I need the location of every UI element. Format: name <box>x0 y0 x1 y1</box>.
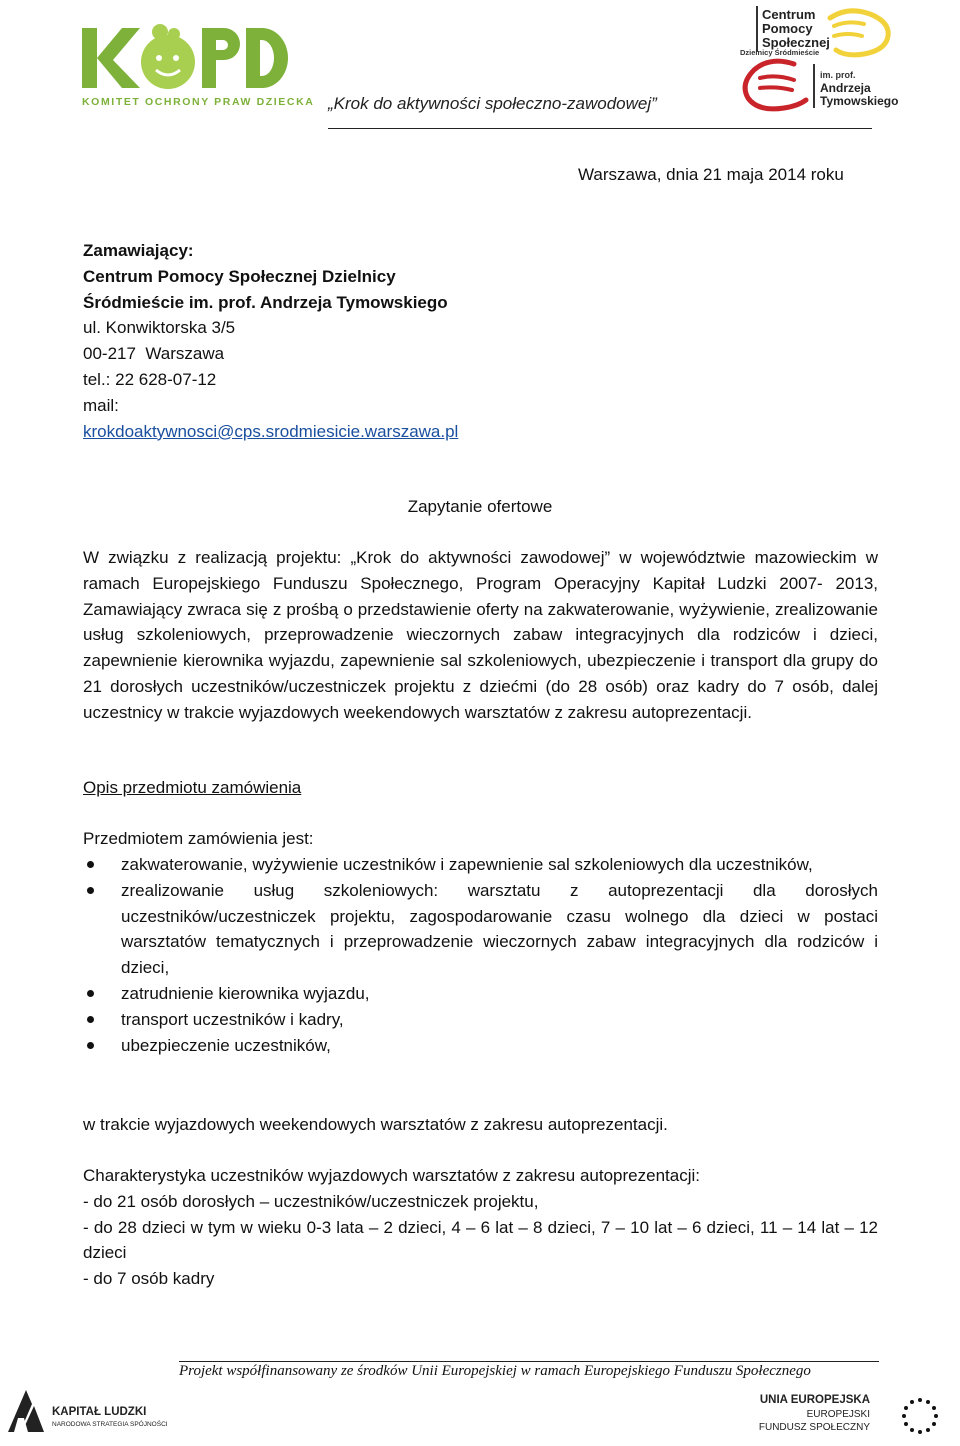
list-item: ubezpieczenie uczestników, <box>84 1033 878 1059</box>
subject-intro: Przedmiotem zamówienia jest: <box>83 829 314 848</box>
orderer-street: ul. Konwiktorska 3/5 <box>83 318 236 338</box>
kopd-logo-graphic <box>80 22 290 94</box>
orderer-block <box>83 238 543 444</box>
intro-paragraph: W związku z realizacją projektu: „Krok do aktywności zawodowej” w województwie mazowieckim w ramach Europejskiego Funduszu Społecznego, Program Operacyjny Kapitał Ludzki 2007- 2013, Zamawiający zwraca się z prośbą o przedstawienie oferty na zakwaterowanie, wyżywienie, zrealizowanie usług szkoleniowych, przeprowadzenie wieczornych zabaw integracyjnych dla rodziców i dzieci, zapewnienie kierownika wyjazdu, zapewnienie sal szkoleniowych, ubezpieczenie i transport dla grupy do 21 dorosłych uczestników/uczestniczek projektu z dziećmi (do 28 osób) oraz kadry do 7 osób, dalej uczestnicy w trakcie wyjazdowych weekendowych warsztatów z zakresu autoprezentacji. <box>83 548 878 722</box>
orderer-mail-label: mail: <box>83 395 119 415</box>
kapital-ludzki-subtitle: NARODOWA STRATEGIA SPÓJNOŚCI <box>52 1421 168 1428</box>
participants-line: - do 7 osób kadry <box>83 1269 215 1289</box>
section-heading: Opis przedmiotu zamówienia <box>83 778 302 797</box>
request-title: Zapytanie ofertowe <box>407 497 553 516</box>
orderer-name-line2: Śródmieście im. prof. Andrzeja Tymowskiego <box>83 292 448 312</box>
cps-logo-line1: Centrum <box>762 7 816 22</box>
bullet-icon <box>87 1042 94 1049</box>
project-title: „Krok do aktywności społeczno-zawodowej” <box>328 94 657 113</box>
list-item: zatrudnienie kierownika wyjazdu, <box>84 981 878 1007</box>
bullet-icon <box>87 1016 94 1023</box>
eu-flag-stars-icon <box>896 1396 944 1436</box>
kapital-ludzki-title: KAPITAŁ LUDZKI <box>52 1406 147 1418</box>
bullet-icon <box>87 861 94 868</box>
header-divider <box>328 128 872 129</box>
eu-line2: EUROPEJSKI <box>806 1409 870 1420</box>
kopd-subtitle: KOMITET OCHRONY PRAW DZIECKA <box>82 96 315 108</box>
list-item: zakwaterowanie, wyżywienie uczestników i zapewnienie sal szkoleniowych dla uczestników, <box>84 852 878 878</box>
cps-logo-line7: Tymowskiego <box>820 94 899 108</box>
kopd-logo <box>80 22 315 110</box>
list-item: zrealizowanie usług szkoleniowych: warsztatu z autoprezentacji dla dorosłych uczestników/uczestniczek projektu, zagospodarowanie czasu wolnego dla dzieci w postaci warsztatów tematycznych i przeprowadzenie wieczornych zabaw integracyjnych dla rodziców i dzieci, <box>84 878 878 981</box>
cps-logo-line6: Andrzeja <box>820 81 871 95</box>
subject-list <box>84 852 878 1058</box>
participants-line: - do 21 osób dorosłych – uczestników/uczestniczek projektu, <box>83 1191 539 1211</box>
kapital-ludzki-logo <box>6 1388 186 1438</box>
cps-logo-line5: im. prof. <box>820 70 856 80</box>
orderer-email-link[interactable]: krokdoaktywnosci@cps.srodmiesicie.warszawa.pl <box>83 421 459 441</box>
participants-heading: Charakterystyka uczestników wyjazdowych warsztatów z zakresu autoprezentacji: <box>83 1166 700 1185</box>
cofinanced-note: Projekt współfinansowany ze środków Unii Europejskiej w ramach Europejskiego Funduszu Społecznego <box>179 1363 811 1379</box>
cps-logo-line2: Pomocy <box>762 21 813 36</box>
bullet-icon <box>87 990 94 997</box>
orderer-phone: tel.: 22 628-07-12 <box>83 369 217 389</box>
list-item: transport uczestników i kadry, <box>84 1007 878 1033</box>
eu-line3: FUNDUSZ SPOŁECZNY <box>758 1422 870 1433</box>
orderer-city: 00-217 Warszawa <box>83 344 225 364</box>
participants-line: - do 28 dzieci w tym w wieku 0-3 lata – 2 dzieci, 4 – 6 lat – 8 dzieci, 7 – 10 lat – 6 dzieci, 11 – 14 lat – 12 dzieci <box>83 1217 878 1263</box>
cps-logo <box>730 4 900 114</box>
orderer-heading: Zamawiający: <box>83 241 194 260</box>
bullet-icon <box>87 887 94 894</box>
subject-outro: w trakcie wyjazdowych weekendowych warsztatów z zakresu autoprezentacji. <box>83 1115 668 1134</box>
cps-logo-line4: Dzielnicy Śródmieście <box>740 48 820 57</box>
orderer-name-line1: Centrum Pomocy Społecznej Dzielnicy <box>83 266 396 286</box>
cps-logo-line3: Społecznej <box>762 35 830 50</box>
eu-logo <box>758 1392 956 1442</box>
date-line: Warszawa, dnia 21 maja 2014 roku <box>578 165 844 184</box>
participants-block <box>83 1163 878 1292</box>
eu-line1: UNIA EUROPEJSKA <box>759 1394 870 1406</box>
kapital-ludzki-emblem-icon <box>6 1388 46 1434</box>
footer-divider <box>179 1361 879 1362</box>
